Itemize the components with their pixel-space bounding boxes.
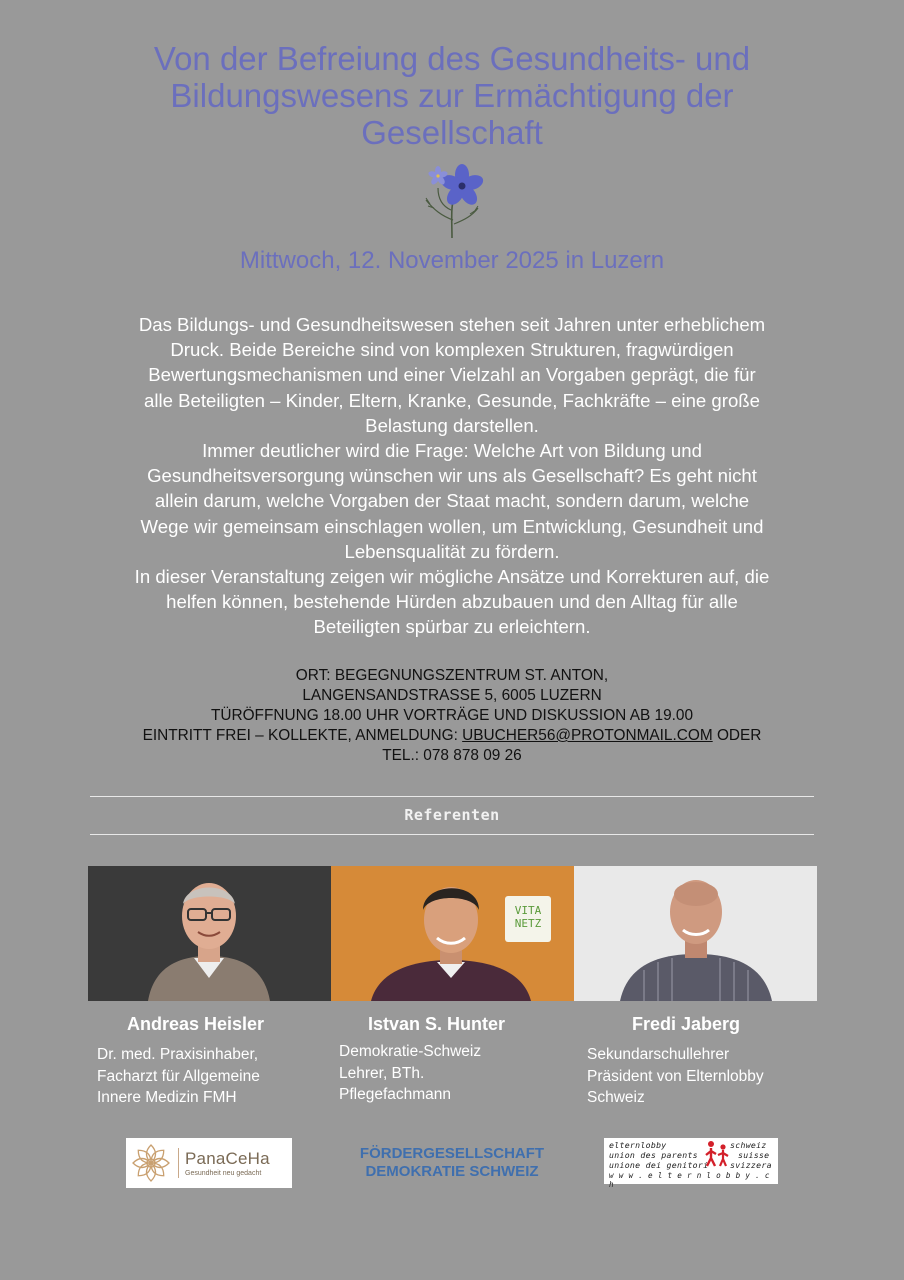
role-line: Schweiz bbox=[587, 1089, 645, 1106]
logo-text: VITA bbox=[514, 904, 542, 917]
event-info bbox=[60, 666, 844, 766]
title-line: Bildungswesens zur Ermächtigung der bbox=[170, 77, 734, 114]
vita-netz-logo bbox=[505, 896, 551, 942]
speaker-photo bbox=[331, 866, 574, 1001]
description-line: Bewertungsmechanismen und einer Vielzahl an Vorgaben geprägt, die für bbox=[148, 364, 756, 386]
description-line: Druck. Beide Bereiche sind von komplexen Strukturen, fragwürdigen bbox=[170, 339, 734, 361]
foerdergesellschaft-logo bbox=[330, 1145, 574, 1181]
title-line: Von der Befreiung des Gesundheits- und bbox=[153, 40, 751, 77]
logo-text: NETZ bbox=[514, 917, 542, 930]
description-line: alle Beteiligten – Kinder, Eltern, Kranke, Gesunde, Fachkräfte – eine große bbox=[143, 389, 761, 411]
title-line: Gesellschaft bbox=[361, 114, 543, 151]
phone: TEL.: 078 878 09 26 bbox=[382, 747, 522, 764]
logo-text: suisse bbox=[738, 1150, 770, 1160]
description-line: Wege wir gemeinsam einschlagen wollen, um Entwicklung, Gesundheit und bbox=[140, 515, 764, 537]
description-line: Das Bildungs- und Gesundheitswesen stehen seit Jahren unter erheblichem bbox=[138, 314, 766, 335]
email-link[interactable]: UBUCHER56@PROTONMAIL.COM bbox=[462, 727, 713, 744]
flower-icon bbox=[412, 160, 492, 240]
panaceha-logo bbox=[126, 1138, 292, 1188]
description bbox=[70, 312, 834, 640]
divider bbox=[90, 796, 814, 797]
description-line: Gesundheitsversorgung wünschen wir uns als Gesellschaft? Es geht nicht bbox=[147, 465, 757, 487]
speaker-role bbox=[339, 1041, 481, 1106]
family-figures-icon bbox=[704, 1140, 730, 1168]
speaker-name: Andreas Heisler bbox=[127, 1014, 265, 1034]
role-line: Innere Medizin FMH bbox=[97, 1089, 237, 1106]
speaker-name: Fredi Jaberg bbox=[632, 1014, 741, 1034]
speaker-name: Istvan S. Hunter bbox=[368, 1014, 506, 1034]
address: LANGENSANDSTRASSE 5, 6005 LUZERN bbox=[302, 687, 602, 704]
role-line: Demokratie-Schweiz bbox=[339, 1043, 482, 1060]
logo-url: w w w . e l t e r n l o b b y . c h bbox=[609, 1171, 770, 1189]
speakers-heading: Referenten bbox=[404, 806, 500, 824]
description-line: Beteiligten spürbar zu erleichtern. bbox=[313, 616, 591, 638]
schedule: TÜRÖFFNUNG 18.00 UHR VORTRÄGE UND DISKUSSION AB 19.00 bbox=[210, 707, 694, 724]
logo-text: union des parents bbox=[609, 1150, 698, 1160]
logo-tagline: Gesundheit neu gedacht bbox=[185, 1170, 262, 1177]
description-line: helfen können, bestehende Hürden abzubauen und den Alltag für alle bbox=[166, 591, 738, 613]
logo-line: FÖRDERGESELLSCHAFT bbox=[359, 1145, 545, 1162]
registration-prefix: EINTRITT FREI – KOLLEKTE, ANMELDUNG: bbox=[142, 727, 463, 744]
elternlobby-logo bbox=[604, 1138, 778, 1189]
speaker-role bbox=[587, 1044, 764, 1109]
role-line: Dr. med. Praxisinhaber, bbox=[97, 1046, 259, 1063]
event-date: Mittwoch, 12. November 2025 in Luzern bbox=[239, 247, 665, 274]
description-line: In dieser Veranstaltung zeigen wir mögliche Ansätze und Korrekturen auf, die bbox=[134, 566, 770, 588]
role-line: Lehrer, BTh. bbox=[339, 1064, 425, 1082]
speaker-photo bbox=[88, 866, 331, 1001]
description-line: Immer deutlicher wird die Frage: Welche Art von Bildung und bbox=[202, 440, 702, 462]
role-line: Pflegefachmann bbox=[339, 1086, 452, 1103]
logo-text: svizzera bbox=[730, 1160, 772, 1170]
mandala-icon bbox=[128, 1140, 174, 1186]
logo-divider bbox=[178, 1148, 179, 1178]
description-line: allein darum, welche Vorgaben der Staat macht, sondern darum, welche bbox=[154, 490, 750, 512]
logo-text: schweiz bbox=[730, 1140, 767, 1150]
logo-text: unione dei genitori bbox=[609, 1160, 709, 1170]
speaker-role bbox=[97, 1044, 260, 1109]
role-line: Sekundarschullehrer bbox=[587, 1046, 730, 1063]
logo-text: elternlobby bbox=[609, 1140, 667, 1150]
role-line: Präsident von Elternlobby bbox=[587, 1067, 764, 1085]
role-line: Facharzt für Allgemeine bbox=[97, 1067, 260, 1085]
location: ORT: BEGEGNUNGSZENTRUM ST. ANTON, bbox=[295, 667, 609, 684]
description-line: Belastung darstellen. bbox=[365, 414, 539, 436]
registration-suffix: ODER bbox=[712, 727, 762, 744]
description-line: Lebensqualität zu fördern. bbox=[344, 540, 560, 562]
event-title bbox=[60, 40, 844, 151]
speaker-photo bbox=[574, 866, 817, 1001]
registration bbox=[60, 726, 844, 746]
logo-name: PanaCeHa bbox=[185, 1149, 270, 1168]
logo-text bbox=[185, 1149, 270, 1177]
divider bbox=[90, 834, 814, 835]
logo-line: DEMOKRATIE SCHWEIZ bbox=[365, 1163, 539, 1180]
